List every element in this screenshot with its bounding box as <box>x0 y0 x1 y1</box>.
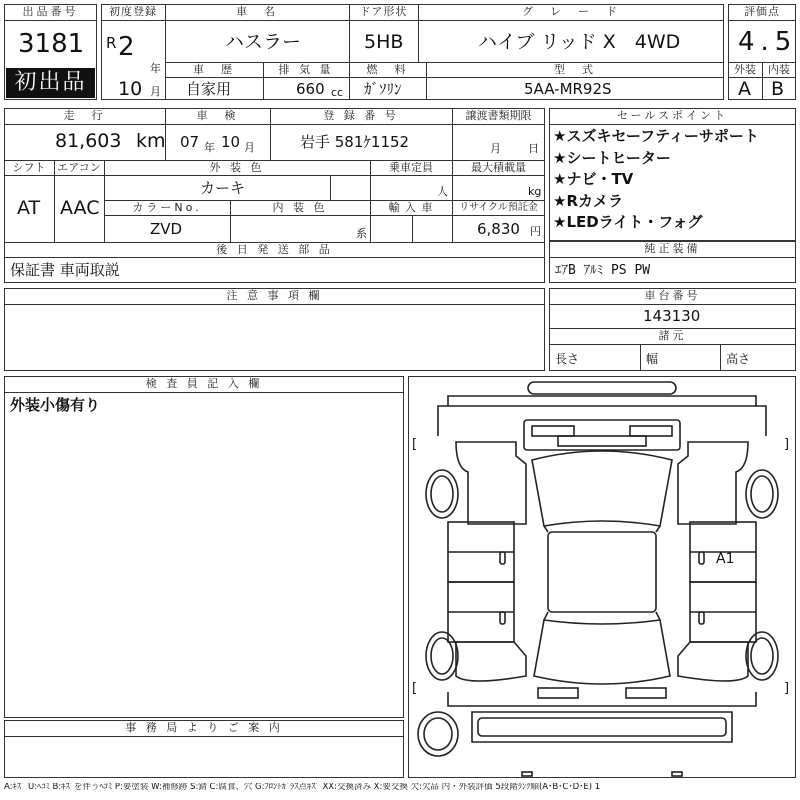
width-label: 幅 <box>646 352 659 366</box>
transfer-month-unit: 月 <box>490 142 501 155</box>
inspector-label: 検 査 員 記 入 欄 <box>145 377 263 390</box>
inspector-comment: 外装小傷有り <box>10 396 101 414</box>
grade-value: ハイブ リッド X 4WD <box>478 31 681 53</box>
first-reg-year: 2 <box>118 32 135 62</box>
year-unit: 年 <box>150 62 161 75</box>
color-no-value: ZVD <box>150 220 183 238</box>
later-parts-value: 保証書 車両取説 <box>10 261 120 279</box>
recycle-unit: 円 <box>530 225 541 238</box>
car-diagram <box>408 376 796 778</box>
mileage-value: 81,603 <box>55 130 122 152</box>
recycle-value: 6,830 <box>477 220 520 238</box>
sales-point-item: ★スズキセーフティーサポート <box>553 127 759 145</box>
notes-label: 注 意 事 項 欄 <box>226 289 323 302</box>
interior-color-label: 内 装 色 <box>272 201 328 214</box>
displacement-label: 排 気 量 <box>278 63 334 76</box>
interior-grade-value: B <box>771 78 785 100</box>
legend: A:ｷｽﾞ U:ﾍｺﾐ B:ｷｽﾞを伴うﾍｺﾐ P:要塗装 W:補修跡 S:錆 C:腐食、穴 G:ﾌﾛﾝﾄｶﾞﾗｽ点ｷｽﾞ XX:交換済み X:要交換 欠:欠品 内・外装評価 5段階ﾗﾝｸ順(A･B･C･D･E) 1 <box>4 783 601 792</box>
max-load-label: 最大積載量 <box>471 161 526 174</box>
inspection-year-unit: 年 <box>204 141 215 154</box>
height-label: 高さ <box>726 352 751 366</box>
capacity-label: 乗車定員 <box>389 161 433 174</box>
exterior-color-label: 外 装 色 <box>209 161 265 174</box>
registration-value: 岩手 581ｹ1152 <box>300 133 410 151</box>
month-unit: 月 <box>150 85 161 98</box>
chassis-value: 143130 <box>643 307 701 325</box>
damage-mark: A1 <box>716 551 735 567</box>
history-label: 車 歴 <box>193 63 235 76</box>
score-label: 評価点 <box>744 5 780 18</box>
inspection-month: 10 <box>221 133 241 151</box>
diagram-bracket-left-top: [ <box>412 437 418 452</box>
color-no-label: カラーNo. <box>132 201 202 214</box>
displacement-unit: cc <box>331 86 344 99</box>
exterior-color-value: カーキ <box>200 179 246 197</box>
transfer-day-unit: 日 <box>528 142 539 155</box>
grade-label: グ レ ー ド <box>522 5 620 18</box>
lot-number: 3181 <box>18 29 85 59</box>
diagram-bracket-right-bottom: ] <box>784 681 790 696</box>
history-value: 自家用 <box>186 80 232 98</box>
inspection-month-unit: 月 <box>244 141 255 154</box>
inspection-label: 車 検 <box>196 109 239 122</box>
import-label: 輸 入 車 <box>388 201 434 214</box>
transfer-doc-label: 譲渡書類期限 <box>465 109 532 122</box>
door-label: ドア形状 <box>359 5 408 18</box>
shift-label: シフト <box>12 161 46 174</box>
first-reg-month: 10 <box>118 78 143 100</box>
dims-label: 諸元 <box>658 329 687 342</box>
interior-color-unit: 系 <box>356 227 367 240</box>
exterior-grade-value: A <box>738 78 751 100</box>
sales-point-item: ★LEDライト・フォグ <box>553 213 703 231</box>
registration-label: 登 録 番 号 <box>323 109 399 122</box>
diagram-bracket-left-bottom: [ <box>412 681 418 696</box>
sales-points-label: セールスポイント <box>616 109 728 122</box>
mileage-label: 走 行 <box>63 109 106 122</box>
first-time-badge: 初出品 <box>6 68 95 98</box>
recycle-label: リサイクル預託金 <box>459 202 538 213</box>
exterior-grade-label: 外装 <box>734 63 756 76</box>
diagram-bracket-right-top: ] <box>784 437 790 452</box>
aircon-label: エアコン <box>57 161 101 174</box>
first-reg-label: 初度登録 <box>109 5 157 18</box>
interior-grade-label: 内装 <box>768 63 790 76</box>
model-value: 5AA-MR92S <box>524 80 612 98</box>
sales-points-list <box>553 129 793 237</box>
aircon-value: AAC <box>60 197 100 219</box>
mileage-unit: km <box>136 130 166 152</box>
score-value: 4.5 <box>738 27 798 57</box>
chassis-label: 車台番号 <box>644 289 701 302</box>
length-label: 長さ <box>555 352 580 366</box>
later-parts-label: 後 日 発 送 部 品 <box>216 243 333 256</box>
equipment-label: 純正装備 <box>644 242 701 255</box>
fuel-label: 燃 料 <box>366 63 409 76</box>
lot-label: 出品番号 <box>22 5 79 18</box>
sales-point-item: ★ナビ・TV <box>553 170 634 188</box>
fuel-value: ｶﾞｿﾘﾝ <box>364 80 402 98</box>
displacement-value: 660 <box>296 80 325 98</box>
sales-point-item: ★シートヒーター <box>553 148 671 167</box>
car-name-label: 車 名 <box>236 5 278 18</box>
shift-value: AT <box>17 197 41 219</box>
model-label: 型 式 <box>554 63 596 76</box>
inspector-box <box>4 376 404 718</box>
equipment-value: ｴｱB ｱﾙﾐ PS PW <box>555 263 651 278</box>
first-reg-era: R <box>106 34 117 52</box>
sales-point-item: ★Rカメラ <box>553 191 623 210</box>
office-label: 事 務 局 よ り ご 案 内 <box>125 721 283 734</box>
door-value: 5HB <box>364 31 404 53</box>
max-load-unit: kg <box>528 185 542 198</box>
inspection-year: 07 <box>180 133 200 151</box>
car-name: ハスラー <box>225 31 302 53</box>
capacity-unit: 人 <box>437 185 448 198</box>
